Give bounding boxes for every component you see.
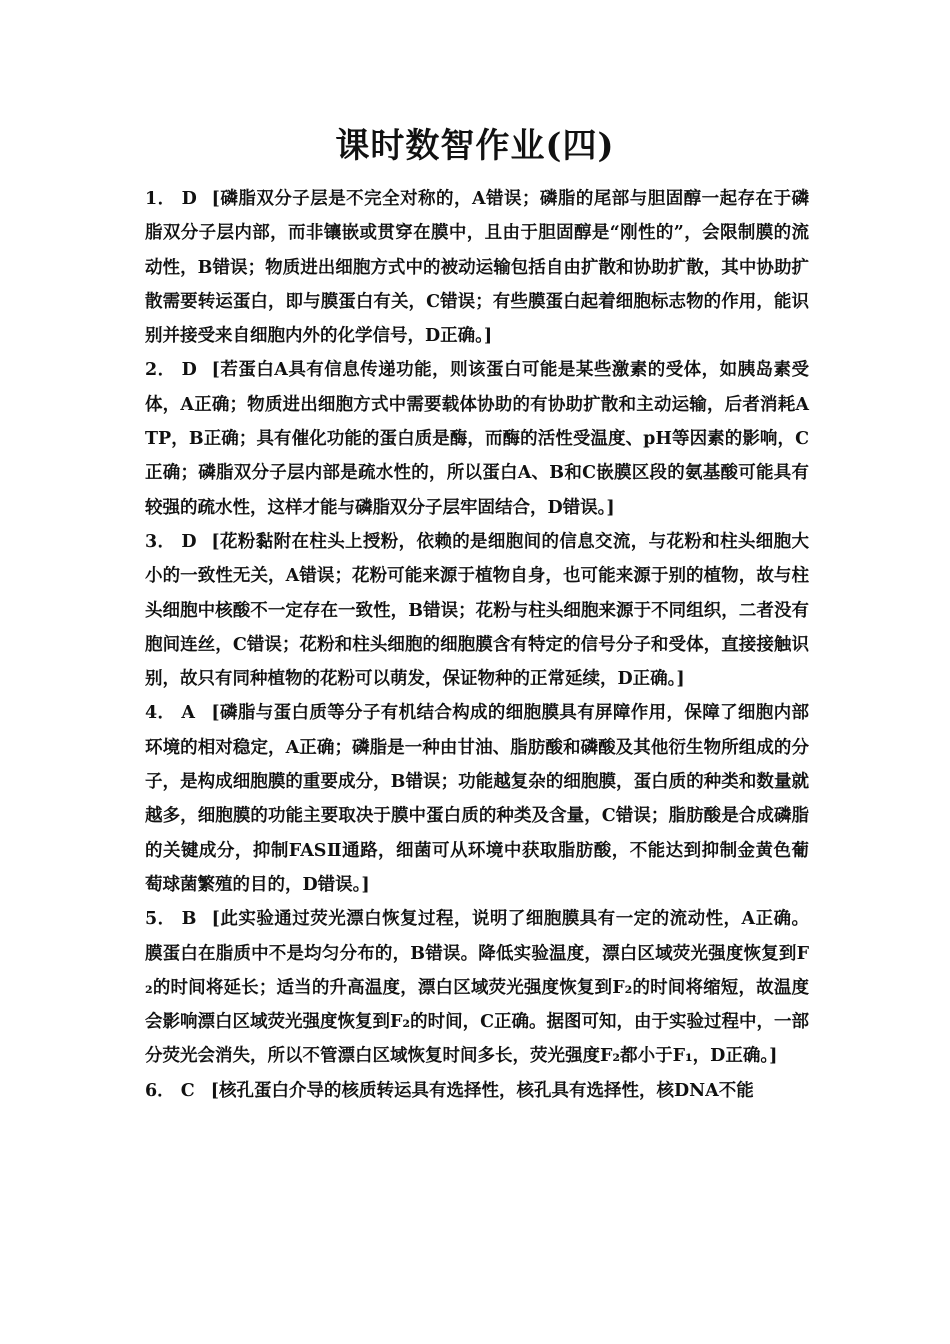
answer-list [145, 182, 809, 1108]
item-explanation: [核孔蛋白介导的核质转运具有选择性，核孔具有选择性，核DNA不能 [210, 1080, 754, 1101]
item-explanation: [磷脂与蛋白质等分子有机结合构成的细胞膜具有屏障作用，保障了细胞内部环境的相对稳定，A正确；磷脂是一种由甘油、脂肪酸和磷酸及其他衍生物所组成的分子，是构成细胞膜的重要成分，B错误；功能越复杂的细胞膜，蛋白质的种类和数量就越多，细胞膜的功能主要取决于膜中蛋白质的种类及含量，C错误；脂肪酸是合成磷脂的关键成分，抑制FASⅡ通路，细菌可从环境中获取脂肪酸，不能达到抑制金黄色葡萄球菌繁殖的目的，D错误。] [145, 703, 809, 895]
answer-item-3 [145, 525, 809, 696]
item-number: 4． [145, 703, 176, 724]
item-answer: D [181, 531, 197, 552]
item-explanation: [若蛋白A具有信息传递功能，则该蛋白可能是某些激素的受体，如胰岛素受体，A正确；物质进出细胞方式中需要载体协助的有协助扩散和主动运输，后者消耗ATP，B正确；具有催化功能的蛋白质是酶，而酶的活性受温度、pH等因素的影响，C正确；磷脂双分子层内部是疏水性的，所以蛋白A、B和C嵌膜区段的氨基酸可能具有较强的疏水性，这样才能与磷脂双分子层牢固结合，D错误。] [145, 360, 809, 518]
item-explanation: [花粉黏附在柱头上授粉，依赖的是细胞间的信息交流，与花粉和柱头细胞大小的一致性无关，A错误；花粉可能来源于植物自身，也可能来源于别的植物，故与柱头细胞中核酸不一定存在一致性，B错误；花粉与柱头细胞来源于不同组织，二者没有胞间连丝，C错误；花粉和柱头细胞的细胞膜含有特定的信号分子和受体，直接接触识别，故只有同种植物的花粉可以萌发，保证物种的正常延续，D正确。] [145, 531, 809, 690]
item-answer: D [181, 189, 197, 209]
answer-item-2 [145, 353, 809, 524]
item-explanation: [磷脂双分子层是不完全对称的，A错误；磷脂的尾部与胆固醇一起存在于磷脂双分子层内部，而非镶嵌或贯穿在膜中，且由于胆固醇是“刚性的”，会限制膜的流动性，B错误；物质进出细胞方式中的被动运输包括自由扩散和协助扩散，其中协助扩散需要转运蛋白，即与膜蛋白有关，C错误；有些膜蛋白起着细胞标志物的作用，能识别并接受来自细胞内外的化学信号，D正确。] [145, 189, 809, 347]
item-number: 3． [145, 531, 176, 552]
answer-item-4 [145, 696, 809, 902]
answer-item-6 [145, 1074, 809, 1108]
item-number: 5． [145, 909, 176, 930]
page-title: 课时数智作业(四) [335, 126, 615, 166]
item-answer: D [181, 360, 197, 381]
item-number: 6． [145, 1080, 175, 1101]
item-number: 2． [145, 360, 176, 381]
item-answer: B [181, 909, 197, 930]
answer-item-1 [145, 182, 809, 353]
answer-item-5 [145, 902, 809, 1073]
item-answer: C [180, 1080, 195, 1101]
item-answer: A [181, 703, 195, 724]
item-number: 1． [145, 189, 176, 209]
item-explanation: [此实验通过荧光漂白恢复过程，说明了细胞膜具有一定的流动性，A正确。膜蛋白在脂质中不是均匀分布的，B错误。降低实验温度，漂白区域荧光强度恢复到F₂的时间将延长；适当的升高温度，漂白区域荧光强度恢复到F₂的时间将缩短，故温度会影响漂白区域荧光强度恢复到F₂的时间，C正确。据图可知，由于实验过程中，一部分荧光会消失，所以不管漂白区域恢复时间多长，荧光强度F₂都小于F₁，D正确。] [145, 909, 810, 1067]
